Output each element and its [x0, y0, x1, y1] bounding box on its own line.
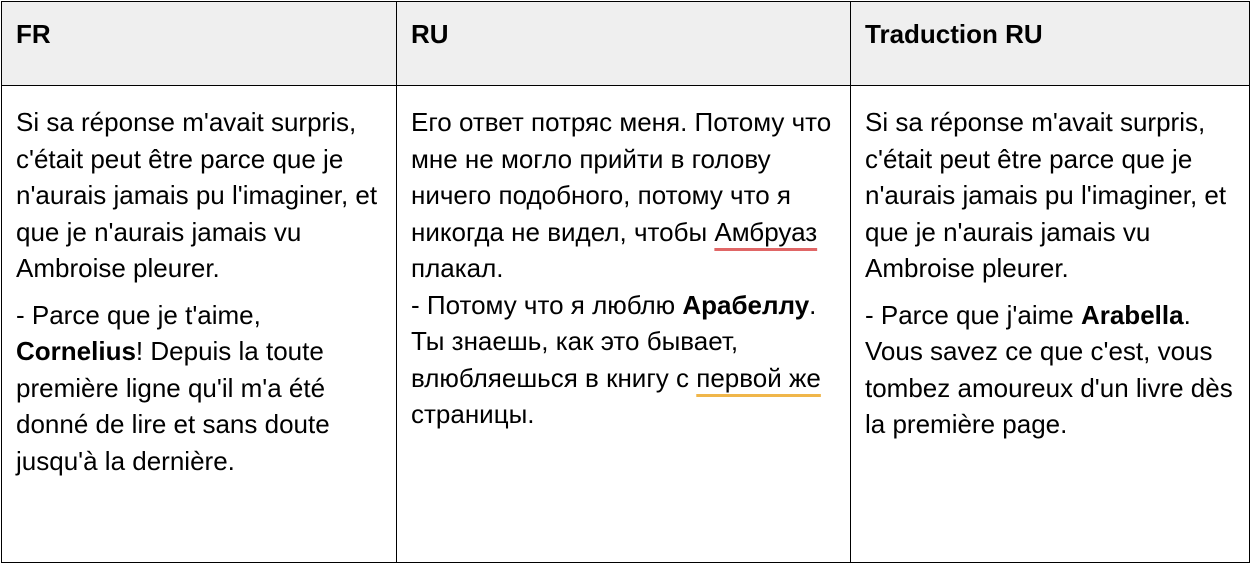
ru-p2-text-2: . Ты знаешь, как это бывает, влюбляешься в книгу с — [411, 289, 817, 393]
tr-paragraph-2 — [865, 297, 1237, 443]
translation-table — [1, 1, 1250, 563]
tr-p2-text-2: . Vous savez ce que c'est, vous tombez amoureux d'un livre dès la première page. — [865, 299, 1233, 439]
cell-fr — [2, 86, 397, 563]
tr-paragraph-1 — [865, 104, 1237, 287]
ru-p1-text-2: плакал. — [411, 253, 504, 283]
ru-spellcheck-underline-ambruaz[interactable]: Амбруаз — [714, 216, 818, 247]
tr-p1-text: Si sa réponse m'avait surpris, c'était peut être parce que je n'aurais jamais pu l'imaginer, et que je n'aurais jamais vu Ambroise pleurer. — [865, 107, 1227, 283]
ru-paragraph-1 — [411, 104, 838, 433]
header-row — [2, 2, 1250, 86]
fr-paragraph-2 — [16, 297, 384, 480]
header-ru: RU — [397, 2, 851, 86]
fr-p2-text-1: - Parce que je t'aime, — [16, 299, 261, 330]
header-fr: FR — [2, 2, 397, 86]
tr-p2-text-1: - Parce que j'aime — [865, 299, 1081, 330]
ru-p2-text-1: - Потому что я люблю — [411, 289, 683, 320]
ru-p1-text-1: Его ответ потряс меня. Потому что мне не могло прийти в голову ничего подобного, потому что я никогда не видел, чтобы — [411, 107, 832, 247]
tr-name-arabella: Arabella — [1080, 299, 1184, 330]
header-traduction-ru: Traduction RU — [851, 2, 1250, 86]
fr-p1-text: Si sa réponse m'avait surpris, c'était peut être parce que je n'aurais jamais pu l'imaginer, et que je n'aurais jamais vu Ambroise pleurer. — [16, 107, 378, 283]
cell-traduction-ru — [851, 86, 1250, 563]
fr-name-cornelius: Cornelius — [16, 336, 136, 366]
ru-name-arabellu: Арабеллу — [682, 289, 810, 320]
ru-p2-text-3: страницы. — [411, 399, 535, 429]
fr-paragraph-1 — [16, 104, 384, 287]
ru-grammar-underline-pervoy-zhe[interactable]: первой же — [696, 362, 821, 393]
fr-p2-text-2: ! Depuis la toute première ligne qu'il m'a été donné de lire et sans doute jusqu'à la dernière. — [16, 336, 330, 476]
cell-ru — [397, 86, 851, 563]
content-row — [2, 86, 1250, 563]
